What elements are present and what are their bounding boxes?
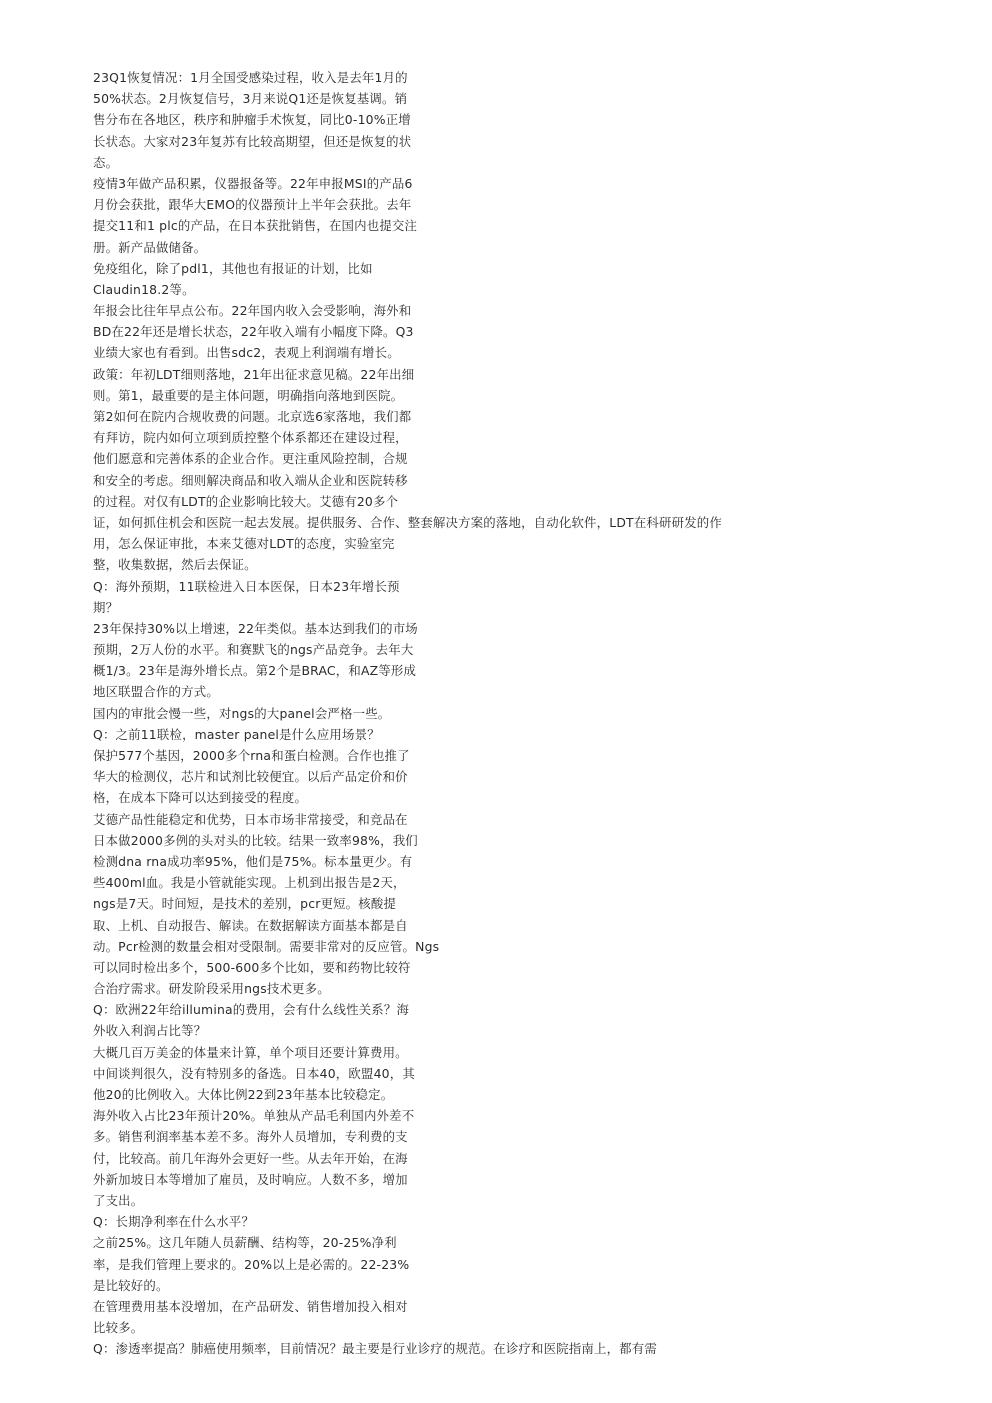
text-line: Q：之前11联检，master panel是什么应用场景？: [93, 726, 380, 742]
text-line: 外新加坡日本等增加了雇员，及时响应。人数不多，增加: [93, 1171, 408, 1187]
text-line: 艾德产品性能稳定和优势，日本市场非常接受，和竞品在: [93, 811, 408, 827]
text-line: 期？: [93, 599, 119, 615]
text-line: 外收入利润占比等？: [93, 1023, 207, 1039]
text-line: 大概几百万美金的体量来计算，单个项目还要计算费用。: [93, 1044, 408, 1060]
text-line: Claudin18.2等。: [93, 281, 195, 297]
text-line: 他们愿意和完善体系的企业合作。更注重风险控制，合规: [93, 451, 408, 467]
text-line: 有拜访，院内如何立项到质控整个体系都还在建设过程，: [93, 430, 408, 446]
text-line: BD在22年还是增长状态，22年收入端有小幅度下降。Q3: [93, 324, 414, 340]
text-line: 的过程。对仅有LDT的企业影响比较大。艾德有20多个: [93, 493, 399, 509]
text-line: 23年保持30%以上增速，22年类似。基本达到我们的市场: [93, 620, 418, 636]
text-line: Q：长期净利率在什么水平？: [93, 1214, 255, 1230]
text-line: 态。: [93, 154, 119, 170]
text-line: 中间谈判很久，没有特别多的备选。日本40，欧盟40，其: [93, 1065, 415, 1081]
text-line: 和安全的考虑。细则解决商品和收入端从企业和医院转移: [93, 472, 408, 488]
text-line: 取、上机、自动报告、解读。在数据解读方面基本都是自: [93, 917, 408, 933]
text-line: 证，如何抓住机会和医院一起去发展。提供服务、合作、整套解决方案的落地，自动化软件，LDT在科研研发的作: [93, 514, 722, 530]
text-line: 比较多。: [93, 1320, 144, 1336]
text-line: 23Q1恢复情况：1月全国受感染过程，收入是去年1月的: [93, 70, 408, 85]
text-line: 政策：年初LDT细则落地，21年出征求意见稿。22年出细: [93, 366, 415, 382]
text-line: 检测dna rna成功率95%，他们是75%。标本量更少。有: [93, 853, 413, 869]
text-line: 售分布在各地区，秩序和肿瘤手术恢复，同比0-10%正增: [93, 112, 411, 128]
text-line: 提交11和1 plc的产品，在日本获批销售，在国内也提交注: [93, 218, 418, 234]
text-line: 疫情3年做产品积累，仪器报备等。22年申报MSI的产品6: [93, 175, 413, 191]
text-line: ngs是7天。时间短，是技术的差别，pcr更短。核酸提: [93, 896, 397, 912]
text-line: 些400ml血。我是小管就能实现。上机到出报告是2天，: [93, 875, 406, 891]
text-line: 多。销售利润率基本差不多。海外人员增加，专利费的支: [93, 1129, 408, 1145]
text-line: 用，怎么保证审批，本来艾德对LDT的态度，实验室完: [93, 536, 395, 552]
text-line: Q：海外预期，11联检进入日本医保，日本23年增长预: [93, 578, 400, 594]
text-line: 率，是我们管理上要求的。20%以上是必需的。22-23%: [93, 1256, 410, 1272]
text-line: Q：渗透率提高？肺癌使用频率，目前情况？最主要是行业诊疗的规范。在诊疗和医院指南上，都有需: [93, 1341, 657, 1357]
text-line: 长状态。大家对23年复苏有比较高期望，但还是恢复的状: [93, 133, 412, 149]
text-line: 整，收集数据，然后去保证。: [93, 557, 257, 573]
text-line: 预期，2万人份的水平。和赛默飞的ngs产品竞争。去年大: [93, 642, 414, 658]
text-line: 业绩大家也有看到。出售sdc2，表观上利润端有增长。: [93, 345, 400, 361]
text-line: 可以同时检出多个，500-600多个比如，要和药物比较符: [93, 959, 411, 975]
text-line: Q：欧洲22年给illumina的费用，会有什么线性关系？海: [93, 1002, 410, 1018]
text-line: 动。Pcr检测的数量会相对受限制。需要非常对的反应管。Ngs: [93, 938, 440, 954]
text-line: 格，在成本下降可以达到接受的程度。: [93, 790, 308, 806]
text-line: 华大的检测仪，芯片和试剂比较便宜。以后产品定价和价: [93, 769, 408, 785]
text-line: 第2如何在院内合规收费的问题。北京选6家落地，我们都: [93, 409, 412, 424]
text-line: 地区联盟合作的方式。: [93, 684, 219, 700]
text-line: 概1/3。23年是海外增长点。第2个是BRAC，和AZ等形成: [93, 663, 417, 679]
text-line: 是比较好的。: [93, 1277, 169, 1293]
text-line: 年报会比往年早点公布。22年国内收入会受影响，海外和: [93, 303, 412, 319]
text-line: 国内的审批会慢一些，对ngs的大panel会严格一些。: [93, 705, 391, 721]
text-line: 册。新产品做储备。: [93, 239, 207, 255]
document-body: [93, 67, 973, 1359]
text-line: 之前25%。这几年随人员薪酬、结构等，20-25%净利: [93, 1235, 397, 1251]
text-line: 他20的比例收入。大体比例22到23年基本比较稳定。: [93, 1087, 394, 1102]
text-line: 合治疗需求。研发阶段采用ngs技术更多。: [93, 981, 330, 997]
text-line: 在管理费用基本没增加，在产品研发、销售增加投入相对: [93, 1298, 408, 1314]
text-line: 日本做2000多例的头对头的比较。结果一致率98%，我们: [93, 832, 418, 848]
text-line: 了支出。: [93, 1192, 144, 1208]
text-line: 付，比较高。前几年海外会更好一些。从去年开始，在海: [93, 1150, 408, 1166]
text-line: 50%状态。2月恢复信号，3月来说Q1还是恢复基调。销: [93, 91, 408, 107]
text-line: 免疫组化，除了pdl1，其他也有报证的计划，比如: [93, 260, 373, 276]
text-line: 海外收入占比23年预计20%。单独从产品毛利国内外差不: [93, 1108, 415, 1124]
text-line: 月份会获批，跟华大EMO的仪器预计上半年会获批。去年: [93, 197, 412, 213]
text-line: 则。第1，最重要的是主体问题，明确指向落地到医院。: [93, 387, 404, 403]
text-line: 保护577个基因，2000多个rna和蛋白检测。合作也推了: [93, 748, 410, 763]
